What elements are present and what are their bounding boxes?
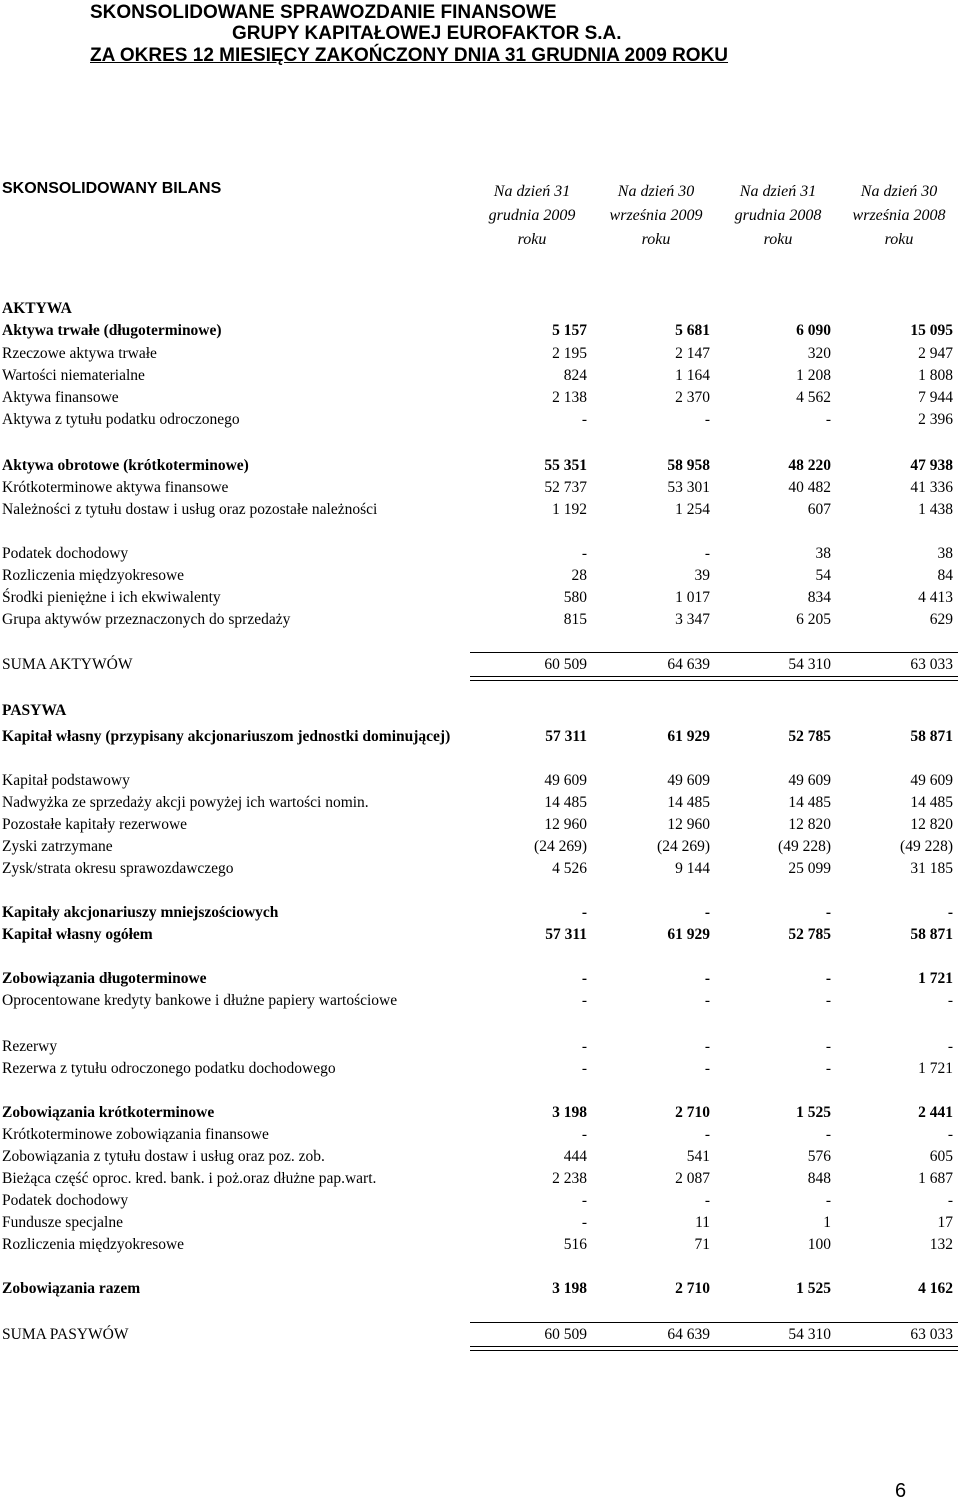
cell-value: -: [704, 1192, 710, 1209]
cell-value: 516: [563, 1236, 587, 1253]
column-header-line: września 2009: [609, 207, 703, 224]
cell-value: 3 198: [552, 1280, 587, 1297]
cell-value: -: [704, 1060, 710, 1077]
cell-value: 4 162: [918, 1280, 953, 1297]
cell-value: 1: [823, 1214, 831, 1231]
cell-value: -: [581, 1192, 587, 1209]
cell-value: 57 311: [545, 926, 587, 943]
cell-value: 64 639: [667, 656, 710, 673]
cell-value: 2 710: [675, 1104, 710, 1121]
cell-value: (49 228): [778, 838, 831, 855]
cell-value: -: [581, 992, 587, 1009]
column-header-line: Na dzień 31: [739, 183, 817, 200]
cell-value: -: [825, 904, 831, 921]
cell-value: 4 526: [552, 860, 587, 877]
row-label: Bieżąca część oproc. kred. bank. i poż.oraz dłużne pap.wart.: [2, 1170, 377, 1187]
cell-value: 61 929: [667, 926, 710, 943]
cell-value: 4 413: [918, 589, 953, 606]
cell-value: 49 609: [910, 772, 953, 789]
cell-value: 54 310: [788, 1326, 831, 1343]
cell-value: 2 947: [918, 345, 953, 362]
cell-value: -: [704, 545, 710, 562]
cell-value: 848: [807, 1170, 831, 1187]
cell-value: 48 220: [788, 457, 831, 474]
cell-value: 47 938: [910, 457, 953, 474]
cell-value: 444: [563, 1148, 587, 1165]
row-label: Rozliczenia międzyokresowe: [2, 1236, 185, 1253]
cell-value: -: [825, 970, 831, 987]
cell-value: 1 721: [918, 970, 953, 987]
cell-value: 60 509: [544, 656, 587, 673]
row-label: Kapitał własny (przypisany akcjonariuszom jednostki dominującej): [2, 728, 451, 745]
cell-value: 2 087: [675, 1170, 710, 1187]
cell-value: 71: [694, 1236, 710, 1253]
cell-value: 576: [807, 1148, 831, 1165]
cell-value: 55 351: [544, 457, 587, 474]
cell-value: -: [947, 1192, 953, 1209]
cell-value: 14 485: [667, 794, 710, 811]
column-header-line: roku: [763, 231, 793, 248]
row-label: Rezerwy: [2, 1038, 58, 1055]
row-label: Zyski zatrzymane: [2, 838, 113, 855]
column-header-line: Na dzień 30: [617, 183, 695, 200]
row-label: Kapitał własny ogółem: [2, 926, 153, 943]
cell-value: 320: [807, 345, 831, 362]
cell-value: 12 960: [667, 816, 710, 833]
row-label: Zobowiązania z tytułu dostaw i usług oraz poz. zob.: [2, 1148, 325, 1165]
cell-value: 58 871: [910, 728, 953, 745]
row-label: Należności z tytułu dostaw i usług oraz pozostałe należności: [2, 501, 378, 518]
row-label: AKTYWA: [2, 300, 72, 317]
cell-value: 63 033: [910, 1326, 953, 1343]
cell-value: -: [947, 1038, 953, 1055]
column-header-line: września 2008: [852, 207, 946, 224]
cell-value: 52 785: [788, 926, 831, 943]
cell-value: 38: [937, 545, 953, 562]
cell-value: 6 090: [796, 322, 831, 339]
column-header-line: Na dzień 31: [493, 183, 571, 200]
row-label: Zobowiązania razem: [2, 1280, 141, 1297]
cell-value: 1 525: [796, 1280, 831, 1297]
cell-value: 2 710: [675, 1280, 710, 1297]
cell-value: 1 208: [796, 367, 831, 384]
cell-value: 9 144: [675, 860, 710, 877]
cell-value: 17: [937, 1214, 953, 1231]
cell-value: 52 785: [788, 728, 831, 745]
row-label: Oprocentowane kredyty bankowe i dłużne papiery wartościowe: [2, 992, 398, 1009]
cell-value: 60 509: [544, 1326, 587, 1343]
cell-value: 1 808: [918, 367, 953, 384]
cell-value: 12 960: [544, 816, 587, 833]
total-double-underline: [470, 676, 958, 681]
cell-value: (49 228): [900, 838, 953, 855]
cell-value: 3 347: [675, 611, 710, 628]
page-number: 6: [895, 1480, 907, 1502]
cell-value: -: [704, 1126, 710, 1143]
cell-value: 607: [807, 501, 831, 518]
cell-value: -: [581, 970, 587, 987]
cell-value: 15 095: [910, 322, 953, 339]
cell-value: 40 482: [788, 479, 831, 496]
cell-value: -: [581, 1038, 587, 1055]
row-label: Zysk/strata okresu sprawozdawczego: [2, 860, 234, 877]
cell-value: 54 310: [788, 656, 831, 673]
cell-value: 58 958: [667, 457, 710, 474]
cell-value: 2 441: [918, 1104, 953, 1121]
cell-value: 2 195: [552, 345, 587, 362]
cell-value: 629: [929, 611, 953, 628]
cell-value: 824: [563, 367, 587, 384]
cell-value: 580: [563, 589, 587, 606]
cell-value: -: [947, 904, 953, 921]
table-title: SKONSOLIDOWANY BILANS: [2, 180, 222, 197]
cell-value: 1 687: [918, 1170, 953, 1187]
total-top-rule: [470, 1322, 958, 1323]
row-label: SUMA AKTYWÓW: [2, 656, 133, 673]
cell-value: -: [825, 1060, 831, 1077]
cell-value: 4 562: [796, 389, 831, 406]
cell-value: 53 301: [667, 479, 710, 496]
cell-value: 2 238: [552, 1170, 587, 1187]
cell-value: 39: [694, 567, 710, 584]
report-title-line-1: SKONSOLIDOWANE SPRAWOZDANIE FINANSOWE: [90, 2, 557, 23]
cell-value: 64 639: [667, 1326, 710, 1343]
cell-value: -: [581, 411, 587, 428]
cell-value: 58 871: [910, 926, 953, 943]
cell-value: -: [704, 992, 710, 1009]
cell-value: -: [581, 1060, 587, 1077]
row-label: Pozostałe kapitały rezerwowe: [2, 816, 188, 833]
cell-value: 63 033: [910, 656, 953, 673]
row-label: Nadwyżka ze sprzedaży akcji powyżej ich wartości nomin.: [2, 794, 369, 811]
row-label: Podatek dochodowy: [2, 1192, 129, 1209]
cell-value: 2 396: [918, 411, 953, 428]
cell-value: -: [581, 1126, 587, 1143]
cell-value: -: [581, 1214, 587, 1231]
cell-value: -: [825, 1038, 831, 1055]
row-label: Zobowiązania krótkoterminowe: [2, 1104, 215, 1121]
cell-value: 61 929: [667, 728, 710, 745]
cell-value: 12 820: [788, 816, 831, 833]
cell-value: -: [825, 411, 831, 428]
cell-value: 1 017: [675, 589, 710, 606]
row-label: Kapitały akcjonariuszy mniejszościowych: [2, 904, 279, 921]
cell-value: 38: [815, 545, 831, 562]
column-header-line: roku: [517, 231, 547, 248]
cell-value: 14 485: [910, 794, 953, 811]
cell-value: 49 609: [667, 772, 710, 789]
cell-value: -: [825, 1192, 831, 1209]
column-header-line: Na dzień 30: [860, 183, 938, 200]
cell-value: 84: [937, 567, 953, 584]
cell-value: 541: [686, 1148, 710, 1165]
cell-value: 5 157: [552, 322, 587, 339]
column-header-line: grudnia 2009: [488, 207, 576, 224]
row-label: Grupa aktywów przeznaczonych do sprzedaży: [2, 611, 291, 628]
cell-value: 5 681: [675, 322, 710, 339]
cell-value: 1 254: [675, 501, 710, 518]
cell-value: -: [704, 904, 710, 921]
cell-value: (24 269): [657, 838, 710, 855]
cell-value: 2 147: [675, 345, 710, 362]
total-double-underline: [470, 1346, 958, 1351]
cell-value: 605: [929, 1148, 953, 1165]
cell-value: 1 192: [552, 501, 587, 518]
report-title-line-3: ZA OKRES 12 MIESIĘCY ZAKOŃCZONY DNIA 31 GRUDNIA 2009 ROKU: [90, 45, 729, 66]
row-label: Rzeczowe aktywa trwałe: [2, 345, 157, 362]
cell-value: 834: [807, 589, 831, 606]
row-label: Rezerwa z tytułu odroczonego podatku dochodowego: [2, 1060, 336, 1077]
cell-value: -: [704, 411, 710, 428]
cell-value: 7 944: [918, 389, 953, 406]
cell-value: 14 485: [544, 794, 587, 811]
row-label: Zobowiązania długoterminowe: [2, 970, 207, 987]
cell-value: 49 609: [544, 772, 587, 789]
row-label: Aktywa finansowe: [2, 389, 119, 406]
cell-value: 41 336: [910, 479, 953, 496]
cell-value: 54: [815, 567, 831, 584]
cell-value: 815: [563, 611, 587, 628]
row-label: Podatek dochodowy: [2, 545, 129, 562]
row-label: Aktywa z tytułu podatku odroczonego: [2, 411, 240, 428]
cell-value: 31 185: [910, 860, 953, 877]
row-label: SUMA PASYWÓW: [2, 1326, 129, 1343]
cell-value: 14 485: [788, 794, 831, 811]
cell-value: 6 205: [796, 611, 831, 628]
cell-value: 49 609: [788, 772, 831, 789]
row-label: Środki pieniężne i ich ekwiwalenty: [2, 589, 221, 606]
cell-value: -: [704, 1038, 710, 1055]
cell-value: 12 820: [910, 816, 953, 833]
cell-value: 11: [695, 1214, 710, 1231]
cell-value: -: [947, 992, 953, 1009]
cell-value: 28: [571, 567, 587, 584]
cell-value: 100: [807, 1236, 831, 1253]
cell-value: 25 099: [788, 860, 831, 877]
cell-value: -: [704, 970, 710, 987]
row-label: Krótkoterminowe aktywa finansowe: [2, 479, 229, 496]
cell-value: 132: [929, 1236, 953, 1253]
cell-value: 1 525: [796, 1104, 831, 1121]
cell-value: -: [581, 545, 587, 562]
column-header-line: roku: [641, 231, 671, 248]
column-header-line: grudnia 2008: [734, 207, 822, 224]
row-label: Rozliczenia międzyokresowe: [2, 567, 185, 584]
cell-value: 52 737: [544, 479, 587, 496]
cell-value: -: [825, 992, 831, 1009]
cell-value: -: [825, 1126, 831, 1143]
cell-value: (24 269): [534, 838, 587, 855]
row-label: Kapitał podstawowy: [2, 772, 130, 789]
total-top-rule: [470, 652, 958, 653]
column-header-line: roku: [884, 231, 914, 248]
cell-value: 1 164: [675, 367, 710, 384]
cell-value: 3 198: [552, 1104, 587, 1121]
row-label: Wartości niematerialne: [2, 367, 145, 384]
cell-value: 1 721: [918, 1060, 953, 1077]
cell-value: 2 138: [552, 389, 587, 406]
cell-value: 1 438: [918, 501, 953, 518]
row-label: PASYWA: [2, 702, 67, 719]
row-label: Fundusze specjalne: [2, 1214, 123, 1231]
row-label: Krótkoterminowe zobowiązania finansowe: [2, 1126, 269, 1143]
row-label: Aktywa obrotowe (krótkoterminowe): [2, 457, 249, 474]
cell-value: 57 311: [545, 728, 587, 745]
row-label: Aktywa trwałe (długoterminowe): [2, 322, 222, 339]
cell-value: -: [581, 904, 587, 921]
cell-value: 2 370: [675, 389, 710, 406]
cell-value: -: [947, 1126, 953, 1143]
report-title-line-2: GRUPY KAPITAŁOWEJ EUROFAKTOR S.A.: [232, 23, 622, 44]
